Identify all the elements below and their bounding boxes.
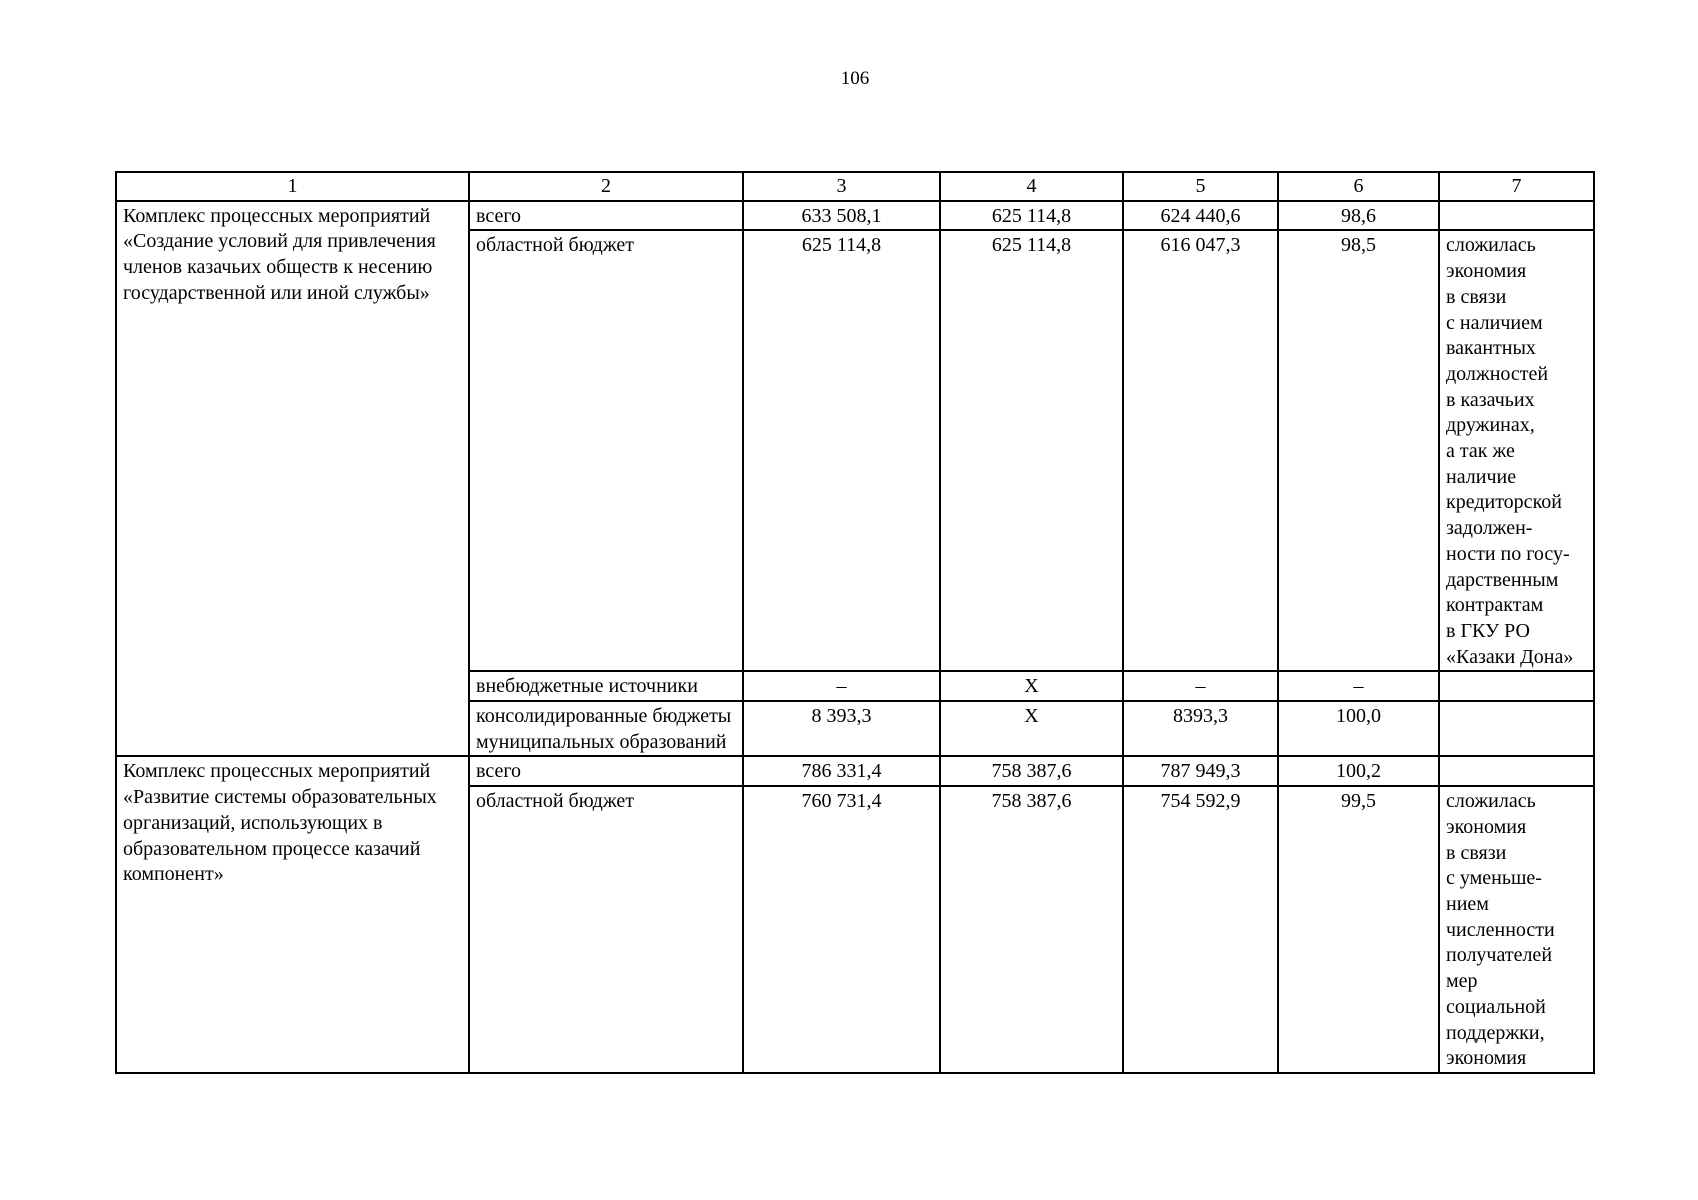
value-cell: 633 508,1 bbox=[743, 201, 940, 231]
note-line: в казачьих bbox=[1446, 388, 1535, 411]
note-cell bbox=[1439, 701, 1594, 756]
value-cell: 8393,3 bbox=[1123, 701, 1278, 756]
note-cell bbox=[1439, 671, 1594, 701]
source-cell: областной бюджет bbox=[469, 786, 743, 1073]
value-cell: 99,5 bbox=[1278, 786, 1439, 1073]
note-line: должностей bbox=[1446, 362, 1549, 385]
header-cell: 7 bbox=[1439, 172, 1594, 201]
header-cell: 1 bbox=[116, 172, 469, 201]
note-cell bbox=[1439, 786, 1594, 1073]
note-line: в связи bbox=[1446, 285, 1507, 308]
table-row bbox=[116, 756, 1594, 786]
value-cell: 624 440,6 bbox=[1123, 201, 1278, 231]
header-cell: 2 bbox=[469, 172, 743, 201]
note-line: задолжен- bbox=[1446, 517, 1533, 540]
note-line: экономия bbox=[1446, 815, 1527, 838]
group-title: Комплекс процессных мероприятий «Создание условий для привлечения членов казачьих обществ к несению государственной или иной службы» bbox=[116, 201, 469, 757]
value-cell: Х bbox=[940, 701, 1123, 756]
header-cell: 4 bbox=[940, 172, 1123, 201]
value-cell: 786 331,4 bbox=[743, 756, 940, 786]
note-line: контрактам bbox=[1446, 594, 1544, 617]
note-line: в ГКУ РО bbox=[1446, 619, 1530, 642]
value-cell: Х bbox=[940, 671, 1123, 701]
note-cell bbox=[1439, 201, 1594, 231]
note-line: наличие bbox=[1446, 465, 1517, 488]
source-cell: областной бюджет bbox=[469, 230, 743, 671]
value-cell: 100,0 bbox=[1278, 701, 1439, 756]
note-line: а так же bbox=[1446, 440, 1515, 463]
note-line: сложилась bbox=[1446, 790, 1536, 813]
note-line: численности bbox=[1446, 918, 1555, 941]
note-line: экономия bbox=[1446, 1047, 1527, 1070]
note-line: кредиторской bbox=[1446, 491, 1562, 514]
value-cell: 625 114,8 bbox=[940, 230, 1123, 671]
header-cell: 5 bbox=[1123, 172, 1278, 201]
note-line: нием bbox=[1446, 892, 1489, 915]
value-cell: 758 387,6 bbox=[940, 756, 1123, 786]
source-cell: внебюджетные источники bbox=[469, 671, 743, 701]
source-cell: всего bbox=[469, 756, 743, 786]
note-line: с наличием bbox=[1446, 311, 1543, 334]
note-line: ности по госу- bbox=[1446, 542, 1570, 565]
source-cell: консолидированные бюджеты муниципальных образований bbox=[469, 701, 743, 756]
note-line: в связи bbox=[1446, 841, 1507, 864]
value-cell: 760 731,4 bbox=[743, 786, 940, 1073]
value-cell: 616 047,3 bbox=[1123, 230, 1278, 671]
note-cell bbox=[1439, 756, 1594, 786]
note-line: вакантных bbox=[1446, 337, 1536, 360]
table-row bbox=[116, 201, 1594, 231]
value-cell: 787 949,3 bbox=[1123, 756, 1278, 786]
note-line: дружинах, bbox=[1446, 414, 1535, 437]
value-cell: – bbox=[743, 671, 940, 701]
note-line: мер bbox=[1446, 970, 1478, 993]
note-line: социальной bbox=[1446, 995, 1546, 1018]
header-cell: 3 bbox=[743, 172, 940, 201]
value-cell: 100,2 bbox=[1278, 756, 1439, 786]
header-cell: 6 bbox=[1278, 172, 1439, 201]
value-cell: 8 393,3 bbox=[743, 701, 940, 756]
value-cell: 754 592,9 bbox=[1123, 786, 1278, 1073]
note-line: сложилась bbox=[1446, 234, 1536, 257]
value-cell: – bbox=[1123, 671, 1278, 701]
note-line: «Казаки Дона» bbox=[1446, 645, 1574, 668]
page-number: 106 bbox=[840, 68, 870, 89]
note-line: получателей bbox=[1446, 944, 1553, 967]
report-table bbox=[115, 171, 1595, 1074]
value-cell: 625 114,8 bbox=[940, 201, 1123, 231]
note-line: экономия bbox=[1446, 260, 1527, 283]
value-cell: 758 387,6 bbox=[940, 786, 1123, 1073]
value-cell: 98,5 bbox=[1278, 230, 1439, 671]
header-row bbox=[116, 172, 1594, 201]
value-cell: 98,6 bbox=[1278, 201, 1439, 231]
value-cell: 625 114,8 bbox=[743, 230, 940, 671]
note-cell bbox=[1439, 230, 1594, 671]
group-title: Комплекс процессных мероприятий «Развитие системы образовательных организаций, использующих в образовательном процессе казачий компонент» bbox=[116, 756, 469, 1072]
source-cell: всего bbox=[469, 201, 743, 231]
note-line: поддержки, bbox=[1446, 1021, 1545, 1044]
value-cell: – bbox=[1278, 671, 1439, 701]
note-line: дарственным bbox=[1446, 568, 1559, 591]
note-line: с уменьше- bbox=[1446, 867, 1542, 890]
